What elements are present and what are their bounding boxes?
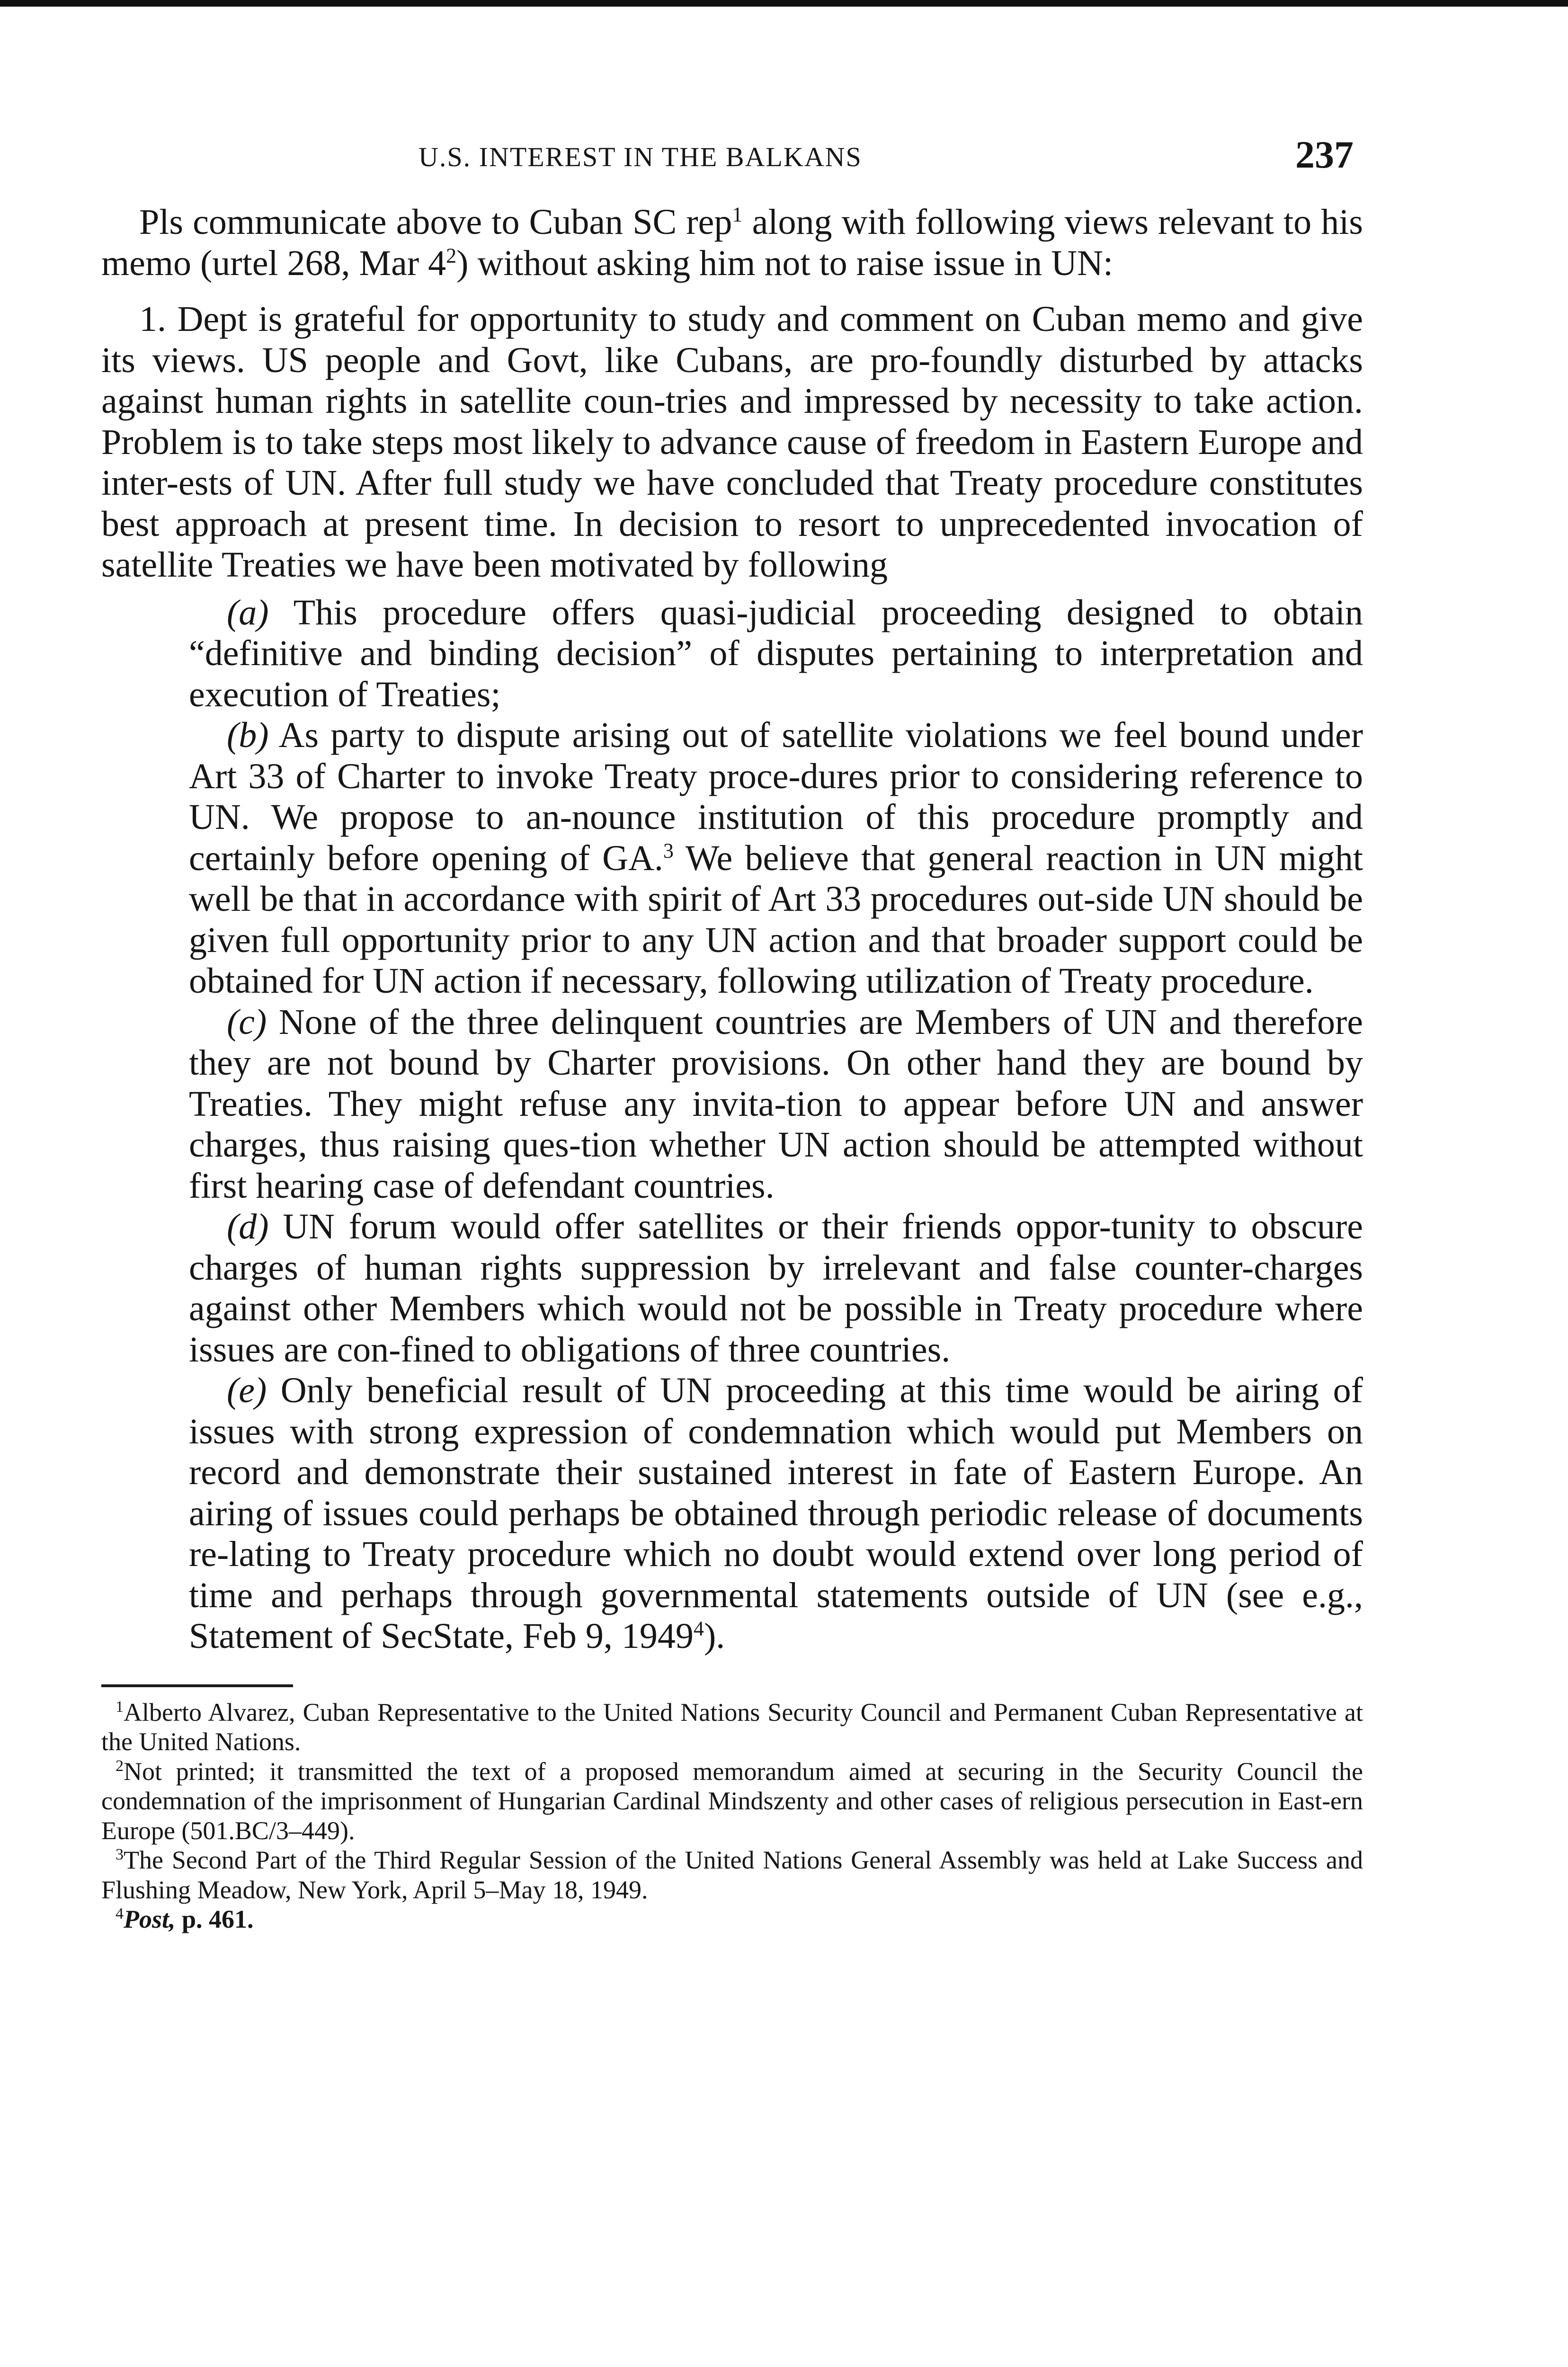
- footnote-4: [101, 1904, 1363, 1934]
- footnote-4-mark: 4: [116, 1905, 124, 1922]
- footnote-divider: [101, 1684, 293, 1687]
- subpoint-e-text-1: Only beneficial result of UN proceeding at this time would be airing of issues with strong expression of condemnation which would put Members on record and demonstrate their sustained interest in fate of Eastern Europe. An airing of issues could perhaps be obtained through periodic release of documents re-lating to Treaty procedure which no doubt would extend over long period of time and perhaps through governmental statements outside of UN (see e.g., Statement of SecState, Feb 9, 1949: [189, 1370, 1363, 1656]
- intro-text-a: Pls communicate above to Cuban SC rep: [139, 202, 732, 242]
- subpoint-e-text-2: ).: [704, 1616, 725, 1656]
- intro-text-c: ) without asking him not to raise issue in UN:: [456, 243, 1114, 283]
- footnote-ref-3: 3: [663, 839, 674, 863]
- subpoint-b-label: (b): [227, 715, 269, 755]
- subpoint-c-text: None of the three delinquent countries are Members of UN and therefore they are not bound by Charter provisions. On other hand they are bound by Treaties. They might refuse any invita-tion to appear before UN and answer charges, thus raising ques-tion whether UN action should be attempted without first hearing case of defendant countries.: [189, 1002, 1363, 1206]
- running-title: U.S. INTEREST IN THE BALKANS: [419, 142, 862, 172]
- intro-text-b: along with following views relevant to his memo (urtel 268, Mar 4: [101, 202, 1363, 283]
- document-page: [101, 133, 1363, 1934]
- intro-paragraph: [101, 202, 1363, 284]
- footnote-3-text: The Second Part of the Third Regular Session of the United Nations General Assembly was held at Lake Success and Flushing Meadow, New York, April 5–May 18, 1949.: [101, 1846, 1363, 1904]
- running-head: [101, 133, 1363, 185]
- footnote-3: [101, 1845, 1363, 1904]
- subpoint-d-text: UN forum would offer satellites or their friends oppor-tunity to obscure charges of human rights suppression by irrelevant and false counter-charges against other Members which would not be possible in Treaty procedure where issues are con-fined to obligations of three countries.: [189, 1207, 1363, 1370]
- subpoint-d-label: (d): [227, 1207, 269, 1246]
- page-number: 237: [1295, 133, 1354, 176]
- subpoint-b-text-2: We believe that general reaction in UN might well be that in accordance with spirit of Art 33 procedures out-side UN should be given full opportunity prior to any UN action and that broader support could be obtained for UN action if necessary, following utilization of Treaty procedure.: [189, 838, 1363, 1001]
- body-text: [101, 202, 1363, 1657]
- footnote-1-mark: 1: [116, 1698, 124, 1716]
- subpoint-a: [189, 592, 1363, 715]
- footnote-ref-4: 4: [693, 1617, 704, 1640]
- subpoints: [101, 592, 1363, 1657]
- footnote-ref-1: 1: [732, 203, 743, 226]
- subpoint-a-label: (a): [227, 592, 269, 632]
- footnote-3-mark: 3: [116, 1846, 124, 1863]
- footnote-2: [101, 1757, 1363, 1846]
- subpoint-a-text: This procedure offers quasi-judicial proceeding designed to obtain “definitive and binding decision” of disputes pertaining to interpretation and execution of Treaties;: [189, 592, 1363, 714]
- footnote-2-mark: 2: [116, 1757, 124, 1775]
- footnote-ref-2: 2: [446, 244, 457, 267]
- subpoint-c: [189, 1002, 1363, 1207]
- footnote-4-italic: Post,: [124, 1905, 176, 1933]
- subpoint-d: [189, 1206, 1363, 1370]
- footnote-4-text: p. 461.: [175, 1905, 254, 1933]
- point-1-paragraph: 1. Dept is grateful for opportunity to study and comment on Cuban memo and give its views. US people and Govt, like Cubans, are pro-foundly disturbed by attacks against human rights in satellite coun-tries and impressed by necessity to take action. Problem is to take steps most likely to advance cause of freedom in Eastern Europe and inter-ests of UN. After full study we have concluded that Treaty procedure constitutes best approach at present time. In decision to resort to unprecedented invocation of satellite Treaties we have been motivated by following: [101, 299, 1363, 585]
- top-border-rule: [0, 0, 1568, 7]
- footnote-1-text: Alberto Alvarez, Cuban Representative to the United Nations Security Council and Permanent Cuban Representative at the United Nations.: [101, 1698, 1363, 1756]
- subpoint-e-label: (e): [227, 1370, 267, 1410]
- subpoint-e: [189, 1370, 1363, 1657]
- footnote-1: [101, 1698, 1363, 1757]
- footnotes: [101, 1698, 1363, 1934]
- subpoint-c-label: (c): [227, 1002, 267, 1042]
- subpoint-b: [189, 715, 1363, 1002]
- footnote-2-text: Not printed; it transmitted the text of a proposed memorandum aimed at securing in the Security Council the condemnation of the imprisonment of Hungarian Cardinal Mindszenty and other cases of religious persecution in East-ern Europe (501.BC/3–449).: [101, 1757, 1363, 1845]
- subpoint-b-text-1: As party to dispute arising out of satellite violations we feel bound under Art 33 of Charter to invoke Treaty proce-dures prior to considering reference to UN. We propose to an-nounce institution of this procedure promptly and certainly before opening of GA.: [189, 715, 1363, 878]
